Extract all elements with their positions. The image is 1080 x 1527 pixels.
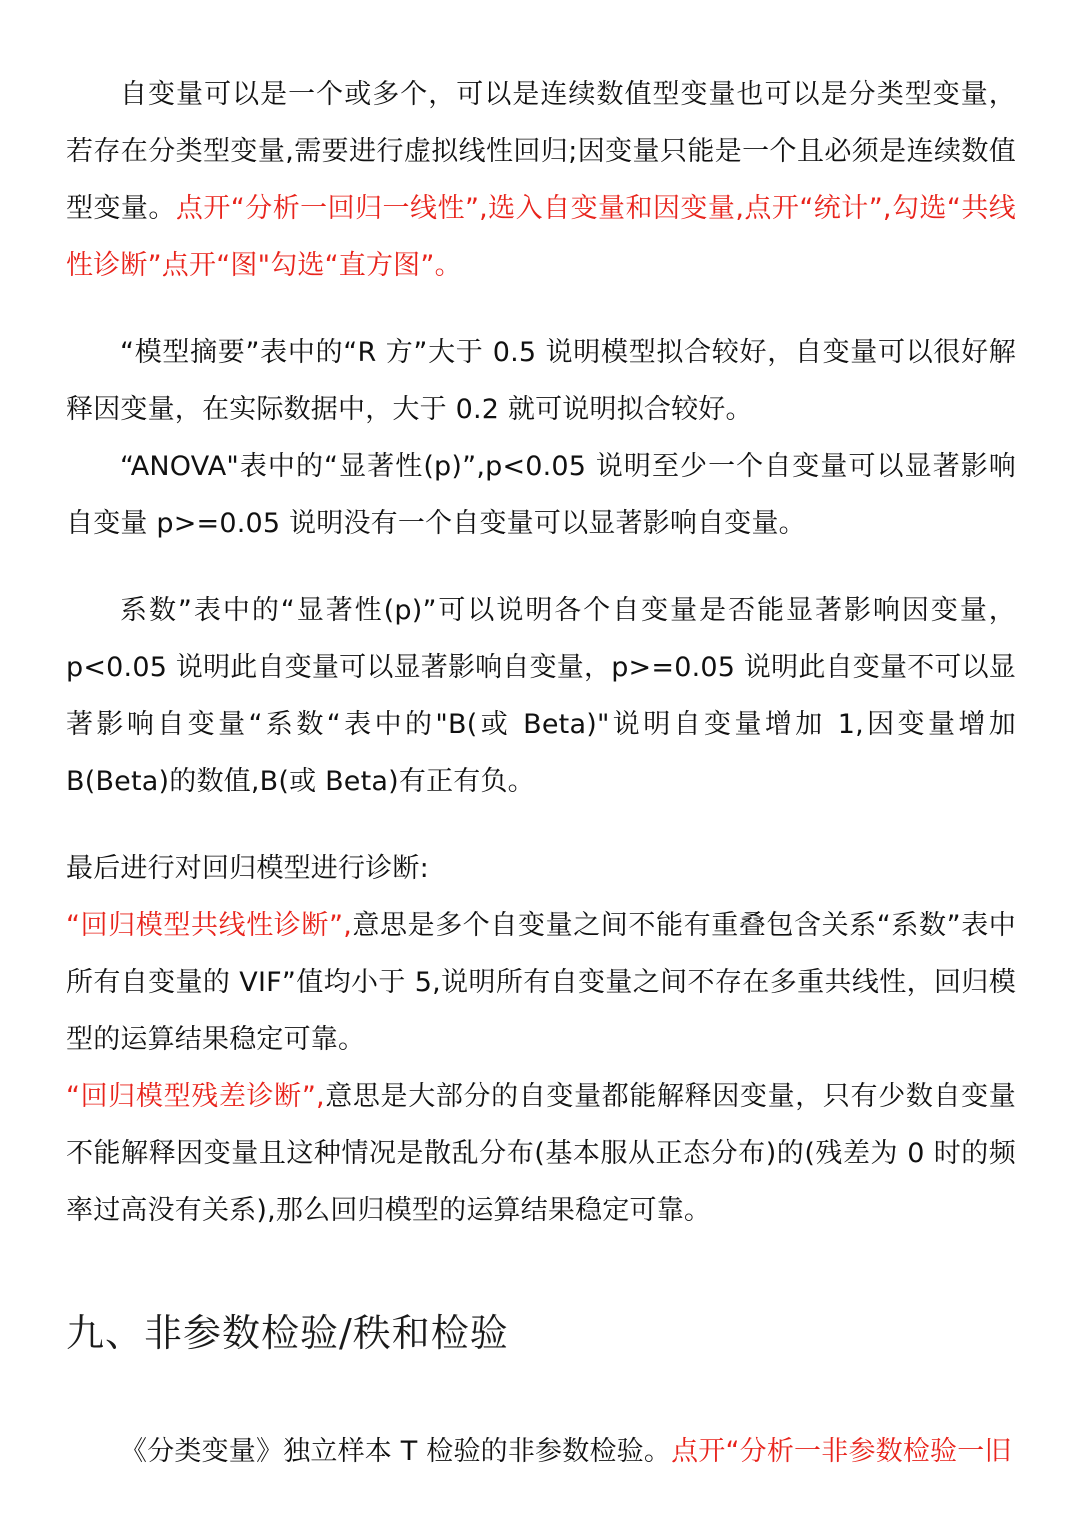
paragraph-regression-variables bbox=[66, 66, 1016, 294]
paragraph-residual-diagnosis bbox=[66, 1068, 1016, 1239]
nonparametric-test-instruction: 点开“分析一非参数检验一旧 bbox=[671, 1436, 1012, 1467]
section-heading: 九、非参数检验/秩和检验 bbox=[66, 1311, 509, 1355]
paragraph-anova: “ANOVA"表中的“显著性(p)”,p<0.05 说明至少一个自变量可以显著影响自变量 p>=0.05 说明没有一个自变量可以显著影响自变量。 bbox=[66, 451, 1016, 539]
paragraph-model-summary: “模型摘要”表中的“R 方”大于 0.5 说明模型拟合较好，自变量可以很好解释因变量，在实际数据中，大于 0.2 就可说明拟合较好。 bbox=[66, 337, 1016, 425]
paragraph-collinearity-diagnosis bbox=[66, 897, 1016, 1068]
residual-diagnosis-label: “回归模型残差诊断”, bbox=[66, 1081, 325, 1112]
regression-steps-instruction: 点开“分析一回归一线性”,选入自变量和因变量,点开“统计”,勾选“共线性诊断”点开“图"勾选“直方图”。 bbox=[66, 193, 1016, 281]
document-page bbox=[66, 66, 1016, 1480]
paragraph-regression-variables-text: 自变量可以是一个或多个，可以是连续数值型变量也可以是分类型变量，若存在分类型变量,需要进行虚拟线性回归;因变量只能是一个且必须是连续数值型变量。 bbox=[66, 79, 1016, 224]
paragraph-diagnosis-intro: 最后进行对回归模型进行诊断: bbox=[66, 853, 429, 884]
paragraph-nonparametric-test bbox=[66, 1423, 1016, 1480]
paragraph-coefficients: 系数”表中的“显著性(p)”可以说明各个自变量是否能显著影响因变量，p<0.05 说明此自变量可以显著影响自变量，p>=0.05 说明此自变量不可以显著影响自变量“系数“表中的"B(或 Beta)"说明自变量增加 1,因变量增加 B(Beta)的数值,B(或 Beta)有正有负。 bbox=[66, 595, 1016, 797]
collinearity-diagnosis-text: 意思是多个自变量之间不能有重叠包含关系“系数”表中所有自变量的 VIF”值均小于 5,说明所有自变量之间不存在多重共线性，回归模型的运算结果稳定可靠。 bbox=[66, 910, 1016, 1055]
residual-diagnosis-text: 意思是大部分的自变量都能解释因变量，只有少数自变量不能解释因变量且这种情况是散乱分布(基本服从正态分布)的(残差为 0 时的频率过高没有关系),那么回归模型的运算结果稳定可靠。 bbox=[66, 1081, 1016, 1226]
nonparametric-test-text: 《分类变量》独立样本 T 检验的非参数检验。 bbox=[120, 1436, 672, 1467]
collinearity-diagnosis-label: “回归模型共线性诊断”, bbox=[66, 910, 352, 941]
